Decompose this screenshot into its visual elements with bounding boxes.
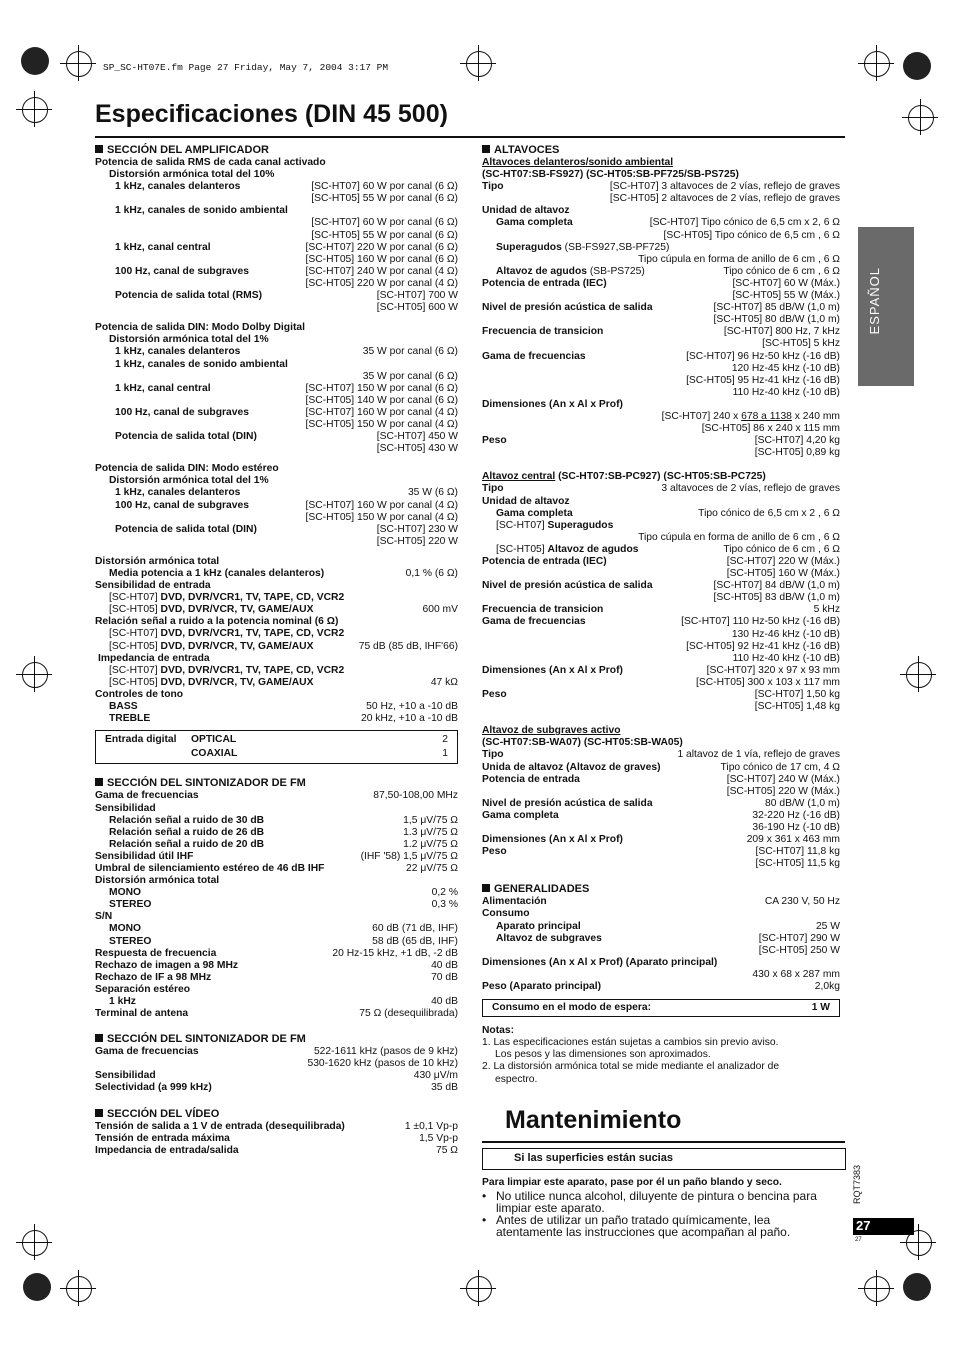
spec-row: [SC-HT05] 160 W (Máx.) bbox=[726, 568, 840, 580]
spec-row: Terminal de antena 75 Ω (desequilibrada) bbox=[95, 1008, 458, 1020]
spec-row: Selectividad (a 999 kHz) 35 dB bbox=[95, 1082, 458, 1094]
spec-row: Tensión de entrada máxima 1,5 Vp-p bbox=[95, 1132, 458, 1144]
spec-row: • No utilice nunca alcohol, diluyente de pintura o bencina para bbox=[482, 1189, 817, 1203]
spec-row: Altavoz de agudos (SB-PS725) Tipo cónico de 6 cm , 6 Ω bbox=[496, 265, 840, 277]
spec-row: • Antes de utilizar un paño tratado químicamente, lea bbox=[482, 1213, 771, 1227]
spec-row: [SC-HT07] 240 x 678 a 1138 x 240 mm bbox=[661, 410, 840, 422]
spec-row: Frecuencia de transicion 5 kHz bbox=[482, 604, 840, 616]
spec-row: Umbral de silenciamiento estéreo de 46 dB IHF 22 μV/75 Ω bbox=[95, 862, 458, 874]
spec-row: Separación estéreo bbox=[95, 983, 191, 995]
spec-row: [SC-HT07] DVD, DVR/VCR1, TV, TAPE, CD, VCR2 bbox=[109, 664, 345, 676]
title-rule bbox=[95, 136, 845, 138]
spec-row: [SC-HT05] DVD, DVR/VCR, TV, GAME/AUX 47 kΩ bbox=[109, 676, 458, 688]
spec-row: Sensibilidad 430 μV/m bbox=[95, 1070, 458, 1082]
page-title: Especificaciones (DIN 45 500) bbox=[95, 100, 448, 128]
spec-row: atentamente las instrucciones que acompañan al paño. bbox=[496, 1225, 791, 1239]
spec-row: [SC-HT05] 83 dB/W (1,0 m) bbox=[713, 592, 840, 604]
spec-row: Gama de frecuencias 522-1611 kHz (pasos de 9 kHz) bbox=[95, 1046, 458, 1058]
spec-row: Media potencia a 1 kHz (canales delanteros) 0,1 % (6 Ω) bbox=[109, 568, 458, 579]
spec-row: Altavoces delanteros/sonido ambiental bbox=[482, 157, 674, 168]
spec-row: Gama de frecuencias 87,50-108,00 MHz bbox=[95, 790, 458, 802]
spec-row: Dimensiones (An x Al x Prof) bbox=[482, 398, 623, 410]
spec-row: [SC-HT05] DVD, DVR/VCR, TV, GAME/AUX 600 mV bbox=[109, 604, 458, 616]
spec-row: [SC-HT07] Superagudos bbox=[496, 519, 614, 531]
spec-row: Nivel de presión acústica de salida 80 dB/W (1,0 m) bbox=[482, 797, 840, 809]
spec-row: 1 kHz, canales de sonido ambiental bbox=[115, 205, 288, 217]
language-tab: ESPAÑOL bbox=[858, 227, 914, 386]
spec-row: Tipo cúpula en forma de anillo de 6 cm , 6 Ω bbox=[638, 253, 840, 265]
spec-row: Relación señal a ruido a la potencia nominal (6 Ω) bbox=[95, 616, 339, 628]
spec-row: Consumo en el modo de espera: 1 W bbox=[492, 1002, 830, 1014]
spec-row: COAXIAL 1 bbox=[191, 748, 448, 760]
spec-row: 430 x 68 x 287 mm bbox=[752, 968, 840, 980]
spec-row: Rechazo de IF a 98 MHz 70 dB bbox=[95, 971, 458, 983]
spec-row: Potencia de entrada (IEC) [SC-HT07] 220 W (Máx.) bbox=[482, 556, 840, 567]
spec-row: [SC-HT05] 92 Hz-41 kHz (-16 dB) bbox=[686, 640, 840, 652]
spec-row: Sensibilidad bbox=[95, 802, 156, 814]
spec-row: Relación señal a ruido de 20 dB 1.2 μV/75 Ω bbox=[109, 838, 458, 850]
maintenance-box: Si las superficies están sucias bbox=[482, 1148, 846, 1170]
spec-row: Potencia de salida DIN: Modo estéreo bbox=[95, 463, 279, 475]
spec-row: [SC-HT05] 5 kHz bbox=[762, 338, 840, 350]
spec-row: Impedancia de entrada bbox=[98, 652, 210, 664]
spec-row: Nivel de presión acústica de salida [SC-HT07] 84 dB/W (1,0 m) bbox=[482, 580, 840, 592]
spec-row: Distorsión armónica total del 10% bbox=[109, 169, 275, 181]
spec-row: Peso [SC-HT07] 11,8 kg bbox=[482, 846, 840, 858]
spec-row: 1 kHz, canales de sonido ambiental bbox=[115, 358, 288, 370]
spec-row: [SC-HT05] 150 W por canal (4 Ω) bbox=[305, 418, 458, 430]
spec-row: Potencia de entrada (IEC) [SC-HT07] 60 W (Máx.) bbox=[482, 277, 840, 289]
spec-row: [SC-HT05] 0,89 kg bbox=[754, 447, 840, 459]
spec-row: 100 Hz, canal de subgraves [SC-HT07] 240 W por canal (4 Ω) bbox=[115, 265, 458, 277]
spec-row: 36-190 Hz (-10 dB) bbox=[752, 821, 840, 833]
page-number: 27 bbox=[853, 1218, 914, 1235]
spec-row: Dimensiones (An x Al x Prof) (Aparato principal) bbox=[482, 956, 718, 968]
spec-row: [SC-HT05] 220 W por canal (4 Ω) bbox=[305, 277, 458, 289]
spec-row: Frecuencia de transicion [SC-HT07] 800 Hz, 7 kHz bbox=[482, 326, 840, 338]
spec-row: [SC-HT05] 150 W por canal (4 Ω) bbox=[305, 511, 458, 523]
spec-row: [SC-HT05] 80 dB/W (1,0 m) bbox=[713, 314, 840, 326]
spec-row: 120 Hz-45 kHz (-10 dB) bbox=[731, 362, 840, 374]
spec-row: 35 W por canal (6 Ω) bbox=[362, 370, 458, 382]
spec-row: [SC-HT05] 55 W por canal (6 Ω) bbox=[311, 229, 458, 241]
maintenance-intro: Para limpiar este aparato, pase por él un paño blando y seco. bbox=[482, 1177, 782, 1188]
spec-row: Respuesta de frecuencia 20 Hz-15 kHz, +1 dB, -2 dB bbox=[95, 947, 458, 959]
spec-row: Sensibilidad de entrada bbox=[95, 580, 211, 592]
spec-row: Superagudos (SB-FS927,SB-PF725) bbox=[496, 241, 670, 253]
standby-box bbox=[482, 999, 840, 1017]
spec-row: MONO 0,2 % bbox=[109, 887, 458, 899]
spec-row: (SC-HT07:SB-WA07) (SC-HT05:SB-WA05) bbox=[482, 737, 683, 749]
spec-row: (SC-HT07:SB-FS927) (SC-HT05:SB-PF725/SB-PS725) bbox=[482, 169, 739, 181]
general-heading: GENERALIDADES bbox=[482, 882, 840, 896]
digital-input-box bbox=[95, 730, 458, 764]
spec-row: 2. La distorsión armónica total se mide mediante el analizador de bbox=[482, 1061, 780, 1073]
spec-row: BASS 50 Hz, +10 a -10 dB bbox=[109, 701, 458, 713]
spec-row: Potencia de salida total (RMS) [SC-HT07] 700 W bbox=[115, 290, 458, 302]
spec-row: Potencia de salida DIN: Modo Dolby Digital bbox=[95, 322, 305, 334]
file-header: SP_SC-HT07E.fm Page 27 Friday, May 7, 2004 3:17 PM bbox=[103, 62, 389, 73]
spec-row: [SC-HT05] 250 W bbox=[758, 944, 840, 956]
spec-row: 1 kHz, canales delanteros 35 W (6 Ω) bbox=[115, 487, 458, 499]
video-heading: SECCIÓN DEL VÍDEO bbox=[95, 1107, 458, 1121]
spec-row: Sensibilidad útil IHF (IHF '58) 1,5 μV/75 Ω bbox=[95, 850, 458, 862]
spec-row: 1 kHz, canales delanteros [SC-HT07] 60 W por canal (6 Ω) bbox=[115, 181, 458, 193]
spec-row: [SC-HT07] 60 W por canal (6 Ω) bbox=[311, 217, 458, 229]
spec-row: [SC-HT05] 220 W (Máx.) bbox=[726, 785, 840, 797]
spec-row: Altavoz central (SC-HT07:SB-PC927) (SC-HT05:SB-PC725) bbox=[482, 471, 766, 483]
spec-row: [SC-HT05] 11,5 kg bbox=[755, 858, 840, 870]
spec-row: [SC-HT05] 300 x 103 x 117 mm bbox=[695, 676, 840, 688]
fm-heading: SECCIÓN DEL SINTONIZADOR DE FM bbox=[95, 776, 458, 790]
spec-row: Peso (Aparato principal) 2,0kg bbox=[482, 981, 840, 992]
spec-row: 1 kHz 40 dB bbox=[109, 996, 458, 1007]
spec-row: Potencia de salida total (DIN) [SC-HT07] 450 W bbox=[115, 431, 458, 443]
spec-row: STEREO 58 dB (65 dB, IHF) bbox=[109, 935, 458, 947]
spec-row: Rechazo de imagen a 98 MHz 40 dB bbox=[95, 959, 458, 971]
spec-row: limpiar este aparato. bbox=[496, 1201, 605, 1215]
spec-row: Peso [SC-HT07] 4,20 kg bbox=[482, 435, 840, 447]
spec-row: Potencia de entrada [SC-HT07] 240 W (Máx.) bbox=[482, 773, 840, 785]
spec-row: Tipo 1 altavoz de 1 vía, reflejo de graves bbox=[482, 749, 840, 761]
spec-row: Consumo bbox=[482, 908, 530, 920]
spec-row: Peso [SC-HT07] 1,50 kg bbox=[482, 689, 840, 701]
spec-row: 1 kHz, canal central [SC-HT07] 220 W por canal (6 Ω) bbox=[115, 241, 458, 253]
spec-row: Potencia de salida total (DIN) [SC-HT07] 230 W bbox=[115, 523, 458, 535]
spec-row: [SC-HT05] Tipo cónico de 6,5 cm , 6 Ω bbox=[663, 229, 840, 241]
spec-row: MONO 60 dB (71 dB, IHF) bbox=[109, 923, 458, 935]
spec-row: Relación señal a ruido de 26 dB 1.3 μV/75 Ω bbox=[109, 826, 458, 838]
spec-row: Controles de tono bbox=[95, 688, 184, 700]
spec-row: Gama de frecuencias [SC-HT07] 110 Hz-50 kHz (-16 dB) bbox=[482, 616, 840, 628]
spec-row: Gama completa Tipo cónico de 6,5 cm x 2 , 6 Ω bbox=[496, 507, 840, 519]
spec-row: TREBLE 20 kHz, +10 a -10 dB bbox=[109, 713, 458, 725]
spec-row: Gama de frecuencias [SC-HT07] 96 Hz-50 kHz (-16 dB) bbox=[482, 350, 840, 362]
spec-row: [SC-HT05] 220 W bbox=[376, 535, 458, 547]
spec-row: Distorsión armónica total bbox=[95, 555, 220, 567]
spec-row: 530-1620 kHz (pasos de 10 kHz) bbox=[307, 1058, 458, 1070]
spec-row: Unida de altavoz (Altavoz de graves) Tipo cónico de 17 cm, 4 Ω bbox=[482, 761, 840, 773]
spec-row: [SC-HT05] 600 W bbox=[376, 302, 458, 314]
spec-row: [SC-HT05] DVD, DVR/VCR, TV, GAME/AUX 75 dB (85 dB, IHF'66) bbox=[109, 640, 458, 652]
maintenance-rule bbox=[482, 1141, 845, 1143]
spec-row: Distorsión armónica total del 1% bbox=[109, 334, 269, 346]
spec-row: [SC-HT05] 1,48 kg bbox=[754, 701, 840, 713]
spec-row: 1 kHz, canal central [SC-HT07] 150 W por canal (6 Ω) bbox=[115, 382, 458, 394]
doc-code: RQT7383 bbox=[852, 1165, 862, 1205]
spec-row: Unidad de altavoz bbox=[482, 205, 570, 217]
spec-row: [SC-HT05] 55 W (Máx.) bbox=[732, 290, 840, 302]
spec-row: Aparato principal 25 W bbox=[496, 920, 840, 932]
spec-row: 1. Las especificaciones están sujetas a cambios sin previo aviso. bbox=[482, 1037, 779, 1049]
amp-heading: SECCIÓN DEL AMPLIFICADOR bbox=[95, 143, 458, 157]
spec-row: Relación señal a ruido de 30 dB 1,5 μV/75 Ω bbox=[109, 814, 458, 826]
spec-row: Altavoz de subgraves [SC-HT07] 290 W bbox=[496, 932, 840, 944]
speakers-heading: ALTAVOCES bbox=[482, 143, 840, 157]
spec-row: [SC-HT05] 430 W bbox=[376, 443, 458, 455]
spec-row: 110 Hz-40 kHz (-10 dB) bbox=[732, 652, 840, 664]
spec-row: STEREO 0,3 % bbox=[109, 899, 458, 911]
spec-row: Tensión de salida a 1 V de entrada (desequilibrada) 1 ±0,1 Vp-p bbox=[95, 1120, 458, 1132]
spec-row: [SC-HT05] 140 W por canal (6 Ω) bbox=[305, 394, 458, 406]
spec-row: [SC-HT05] 95 Hz-41 kHz (-16 dB) bbox=[686, 374, 840, 386]
spec-row: S/N bbox=[95, 911, 113, 923]
spec-row: espectro. bbox=[495, 1073, 538, 1085]
spec-row: [SC-HT05] 160 W por canal (6 Ω) bbox=[305, 253, 458, 265]
spec-row: Impedancia de entrada/salida 75 Ω bbox=[95, 1144, 458, 1156]
maintenance-title: Mantenimiento bbox=[505, 1106, 682, 1134]
spec-row: Gama completa [SC-HT07] Tipo cónico de 6,5 cm x 2, 6 Ω bbox=[496, 217, 840, 229]
spec-row: [SC-HT07] DVD, DVR/VCR1, TV, TAPE, CD, VCR2 bbox=[109, 628, 345, 640]
spec-row: 110 Hz-40 kHz (-10 dB) bbox=[732, 386, 840, 398]
spec-row: Dimensiones (An x Al x Prof) [SC-HT07] 320 x 97 x 93 mm bbox=[482, 664, 840, 676]
spec-row: Distorsión armónica total del 1% bbox=[109, 475, 269, 487]
maintenance-bullets bbox=[482, 1190, 842, 1238]
spec-row: [SC-HT05] 86 x 240 x 115 mm bbox=[701, 423, 840, 435]
spec-row: Distorsión armónica total bbox=[95, 875, 220, 887]
spec-row: Tipo 3 altavoces de 2 vías, reflejo de graves bbox=[482, 483, 840, 495]
am-heading: SECCIÓN DEL SINTONIZADOR DE FM bbox=[95, 1032, 458, 1046]
right-column bbox=[482, 143, 840, 1086]
spec-row: Alimentación CA 230 V, 50 Hz bbox=[482, 896, 840, 908]
spec-row: 100 Hz, canal de subgraves [SC-HT07] 160 W por canal (4 Ω) bbox=[115, 406, 458, 418]
spec-row: Gama completa 32-220 Hz (-16 dB) bbox=[482, 809, 840, 821]
spec-row: [SC-HT05] 55 W por canal (6 Ω) bbox=[311, 193, 458, 205]
spec-row: Los pesos y las dimensiones son aproximados. bbox=[495, 1049, 711, 1061]
spec-row: 100 Hz, canal de subgraves [SC-HT07] 160 W por canal (4 Ω) bbox=[115, 499, 458, 511]
left-column bbox=[95, 143, 458, 1157]
spec-row: Tipo [SC-HT07] 3 altavoces de 2 vías, reflejo de graves bbox=[482, 181, 840, 193]
spec-row: Potencia de salida RMS de cada canal activado bbox=[95, 157, 326, 168]
spec-row: [SC-HT05] 2 altavoces de 2 vías, reflejo de graves bbox=[609, 193, 840, 205]
spec-row: Altavoz de subgraves activo bbox=[482, 725, 621, 737]
spec-row: Nivel de presión acústica de salida [SC-HT07] 85 dB/W (1,0 m) bbox=[482, 302, 840, 314]
spec-row: 130 Hz-46 kHz (-10 dB) bbox=[731, 628, 840, 640]
spec-row: [SC-HT05] Altavoz de agudos Tipo cónico de 6 cm , 6 Ω bbox=[496, 543, 840, 555]
spec-row: 1 kHz, canales delanteros 35 W por canal (6 Ω) bbox=[115, 346, 458, 358]
spec-row: Dimensiones (An x Al x Prof) 209 x 361 x 463 mm bbox=[482, 834, 840, 846]
spec-row: Entrada digital OPTICAL 2 bbox=[105, 734, 448, 746]
spec-row: Unidad de altavoz bbox=[482, 495, 570, 507]
page-number-small: 27 bbox=[855, 1237, 862, 1243]
spec-row: Notas: bbox=[482, 1025, 515, 1037]
spec-row: Tipo cúpula en forma de anillo de 6 cm , 6 Ω bbox=[638, 531, 840, 543]
spec-row: [SC-HT07] DVD, DVR/VCR1, TV, TAPE, CD, VCR2 bbox=[109, 592, 345, 604]
